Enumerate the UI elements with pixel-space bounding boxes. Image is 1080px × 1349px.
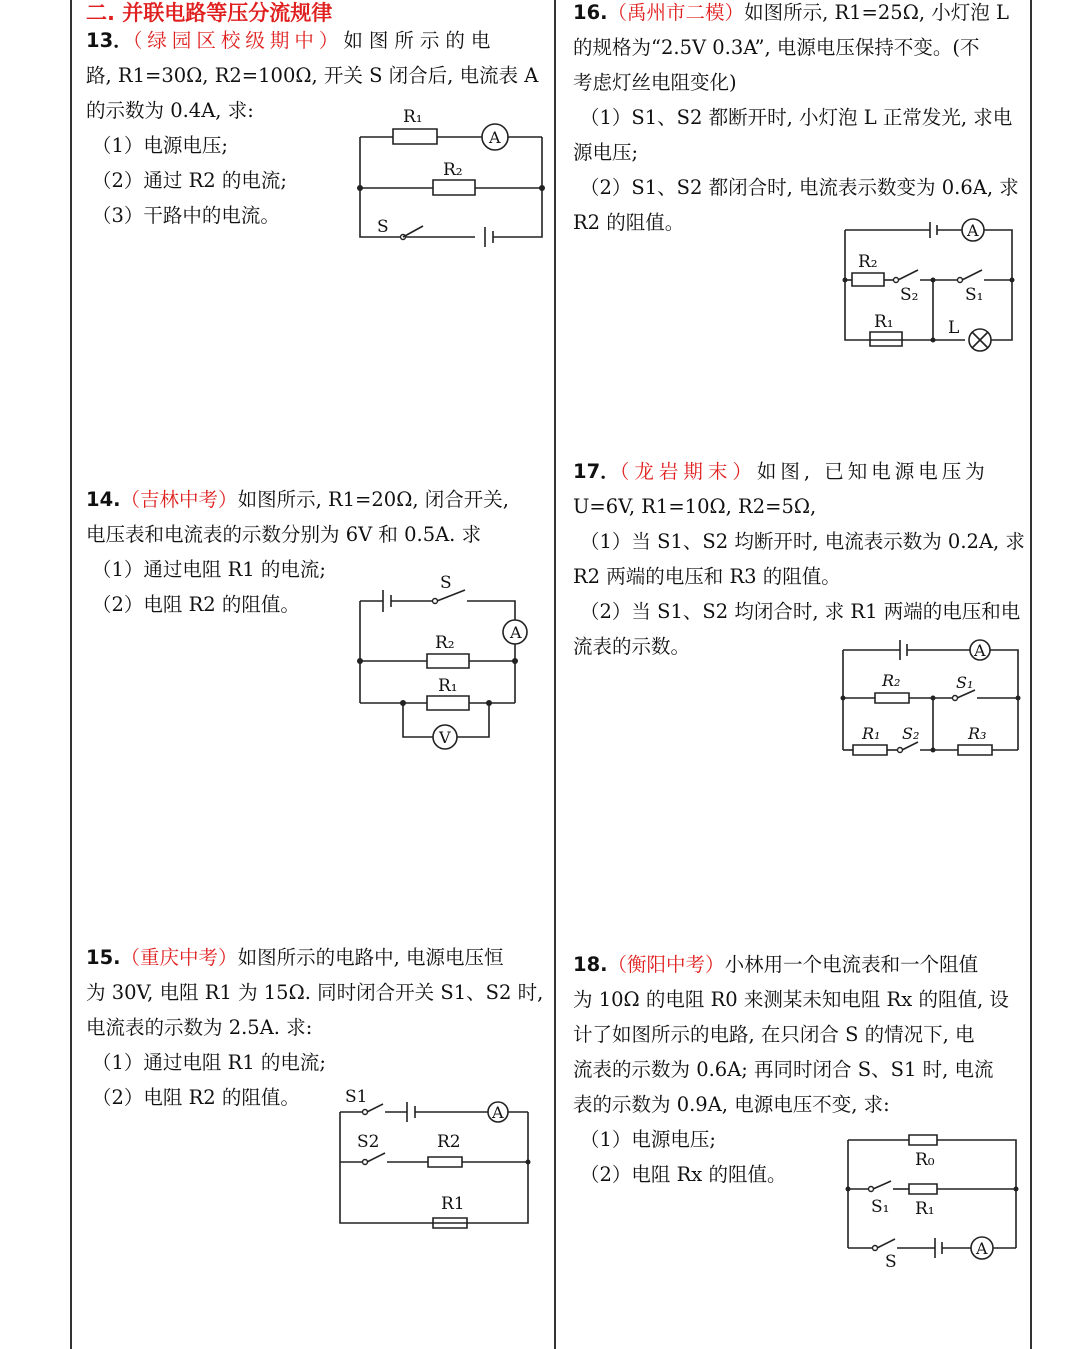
q14-number: 14. bbox=[86, 488, 121, 511]
q17-s2-switch bbox=[902, 742, 918, 750]
q17-r3-label: R₃ bbox=[968, 724, 987, 743]
q17-line-3: R2 两端的电压和 R3 的阻值。 bbox=[573, 565, 841, 588]
q15-ammeter-label: A bbox=[492, 1103, 504, 1122]
q18-line-4: 表的示数为 0.9A, 电源电压不变, 求: bbox=[573, 1093, 890, 1116]
q17-r2-resistor bbox=[875, 693, 909, 703]
q13-r2-label: R₂ bbox=[443, 160, 463, 180]
q13-line-5: （3）干路中的电流。 bbox=[92, 204, 280, 227]
q16-line-3: （1）S1、S2 都断开时, 小灯泡 L 正常发光, 求电 bbox=[580, 106, 1013, 129]
q13-line-4: （2）通过 R2 的电流; bbox=[92, 169, 287, 192]
q17-number: 17． bbox=[573, 460, 620, 483]
q18-s1-switch bbox=[873, 1181, 891, 1189]
q15-line-3: （1）通过电阻 R1 的电流; bbox=[92, 1051, 326, 1074]
q15-r1-label: R1 bbox=[441, 1194, 465, 1214]
q16-ammeter-label: A bbox=[967, 221, 979, 240]
q15-s2-switch bbox=[367, 1153, 385, 1162]
q17-ammeter-label: A bbox=[974, 641, 986, 660]
q15-r2-label: R2 bbox=[437, 1132, 461, 1152]
q13-line-0: 如图所示的电 bbox=[343, 29, 497, 52]
q17-line-0: 如图, 已知电源电压为 bbox=[756, 460, 989, 483]
q17-r3-resistor bbox=[958, 745, 992, 755]
q15-r2-resistor bbox=[428, 1157, 462, 1167]
q17-r1-resistor bbox=[853, 745, 887, 755]
q16-circuit-diagram bbox=[840, 210, 1020, 360]
q18-s-switch bbox=[877, 1239, 895, 1248]
q13-r1-label: R₁ bbox=[403, 107, 423, 127]
q16-line-2: 考虑灯丝电阻变化) bbox=[573, 71, 737, 94]
q18-s-label: S bbox=[885, 1252, 897, 1272]
q18-circuit-diagram bbox=[843, 1125, 1023, 1275]
q13-switch bbox=[403, 226, 423, 237]
q14-ammeter-label: A bbox=[510, 623, 522, 642]
q16-s2-switch bbox=[898, 270, 918, 280]
q14-switch-label: S bbox=[440, 573, 452, 593]
q16-line-5: （2）S1、S2 都闭合时, 电流表示数变为 0.6A, 求 bbox=[580, 176, 1019, 199]
left-border bbox=[70, 0, 72, 1349]
q13-switch-label: S bbox=[377, 217, 389, 237]
q16-s1-label: S₁ bbox=[965, 285, 984, 305]
q17-s1-label: S₁ bbox=[956, 673, 974, 692]
q15-circuit-diagram bbox=[335, 1080, 535, 1230]
right-border bbox=[1030, 0, 1032, 1349]
q16-source: （禹州市二模） bbox=[607, 1, 745, 24]
q13-line-2: 的示数为 0.4A, 求: bbox=[86, 99, 254, 122]
column-divider bbox=[554, 0, 556, 1349]
q18-number: 18. bbox=[573, 953, 608, 976]
q15-number: 15. bbox=[86, 946, 121, 969]
q16-line-0: 如图所示, R1=25Ω, 小灯泡 L bbox=[744, 1, 1009, 24]
q16-line-6: R2 的阻值。 bbox=[573, 211, 685, 234]
q18-r1-resistor bbox=[909, 1184, 937, 1194]
q17-line-1: U=6V, R1=10Ω, R2=5Ω, bbox=[573, 495, 817, 518]
q15-source: （重庆中考） bbox=[120, 946, 238, 969]
q14-line-0: 如图所示, R1=20Ω, 闭合开关, bbox=[237, 488, 509, 511]
q14-line-3: （2）电阻 R2 的阻值。 bbox=[92, 593, 300, 616]
q15-line-0: 如图所示的电路中, 电源电压恒 bbox=[237, 946, 504, 969]
q14-r2-label: R₂ bbox=[435, 633, 455, 653]
q13-ammeter-label: A bbox=[489, 128, 501, 147]
q16-lamp-label: L bbox=[948, 318, 960, 338]
q13-line-3: （1）电源电压; bbox=[92, 134, 228, 157]
q18-line-3: 流表的示数为 0.6A; 再同时闭合 S、S1 时, 电流 bbox=[573, 1058, 994, 1081]
q14-r1-resistor bbox=[427, 696, 469, 710]
q18-r1-label: R₁ bbox=[915, 1199, 935, 1219]
q16-line-1: 的规格为“2.5V 0.3A”, 电源电压保持不变。(不 bbox=[573, 36, 980, 59]
q17-line-2: （1）当 S1、S2 均断开时, 电流表示数为 0.2A, 求 bbox=[580, 530, 1025, 553]
q17-r1-label: R₁ bbox=[862, 724, 881, 743]
q14-source: （吉林中考） bbox=[120, 488, 238, 511]
q17-s2-label: S₂ bbox=[902, 724, 920, 743]
q15-line-2: 电流表的示数为 2.5A. 求: bbox=[86, 1016, 313, 1039]
q18-line-0: 小林用一个电流表和一个阻值 bbox=[724, 953, 979, 976]
q18-line-5: （1）电源电压; bbox=[580, 1128, 716, 1151]
q14-circuit-diagram bbox=[355, 570, 530, 755]
q13-circuit-diagram bbox=[355, 100, 550, 245]
q13-line-1: 路, R1=30Ω, R2=100Ω, 开关 S 闭合后, 电流表 A bbox=[86, 64, 539, 87]
q13-number: 13． bbox=[86, 29, 133, 52]
q16-line-4: 源电压; bbox=[573, 141, 639, 164]
q16-r1-label: R₁ bbox=[874, 312, 894, 332]
q18-line-6: （2）电阻 Rx 的阻值。 bbox=[580, 1163, 787, 1186]
q14-line-2: （1）通过电阻 R1 的电流; bbox=[92, 558, 326, 581]
q16-s2-label: S₂ bbox=[900, 285, 919, 305]
q14-r2-resistor bbox=[427, 654, 469, 668]
q18-r0-resistor bbox=[909, 1135, 937, 1145]
q15-s1-switch bbox=[367, 1104, 383, 1112]
q15-s2-label: S2 bbox=[357, 1132, 380, 1152]
q18-line-2: 计了如图所示的电路, 在只闭合 S 的情况下, 电 bbox=[573, 1023, 975, 1046]
q16-s1-switch bbox=[962, 270, 982, 280]
q18-line-1: 为 10Ω 的电阻 R0 来测某未知电阻 Rx 的阻值, 设 bbox=[573, 988, 1009, 1011]
q17-line-5: 流表的示数。 bbox=[573, 635, 691, 658]
q17-r2-label: R₂ bbox=[882, 671, 901, 690]
q16-r1-resistor bbox=[870, 332, 902, 346]
q17-source: （龙岩期末） bbox=[619, 460, 757, 483]
q18-r0-label: R₀ bbox=[915, 1150, 935, 1170]
q18-s1-label: S₁ bbox=[871, 1197, 890, 1217]
q17-line-4: （2）当 S1、S2 均闭合时, 求 R1 两端的电压和电 bbox=[580, 600, 1021, 623]
q13-r1-resistor bbox=[393, 129, 437, 144]
q15-line-4: （2）电阻 R2 的阻值。 bbox=[92, 1086, 300, 1109]
q13-r2-resistor bbox=[433, 180, 475, 195]
q18-ammeter-label: A bbox=[976, 1239, 988, 1258]
q14-r1-label: R₁ bbox=[438, 676, 458, 696]
q14-voltmeter-label: V bbox=[439, 728, 451, 747]
q16-r2-resistor bbox=[852, 273, 884, 286]
q16-number: 16. bbox=[573, 1, 608, 24]
q15-s1-label: S1 bbox=[345, 1087, 368, 1107]
q15-line-1: 为 30V, 电阻 R1 为 15Ω. 同时闭合开关 S1、S2 时, bbox=[86, 981, 544, 1004]
section-title: 二. 并联电路等压分流规律 bbox=[86, 1, 333, 25]
q16-r2-label: R₂ bbox=[858, 252, 878, 272]
q13-source: （绿园区校级期中） bbox=[132, 29, 344, 52]
q18-source: （衡阳中考） bbox=[607, 953, 725, 976]
q14-line-1: 电压表和电流表的示数分别为 6V 和 0.5A. 求 bbox=[86, 523, 482, 546]
q17-circuit-diagram bbox=[838, 630, 1023, 760]
